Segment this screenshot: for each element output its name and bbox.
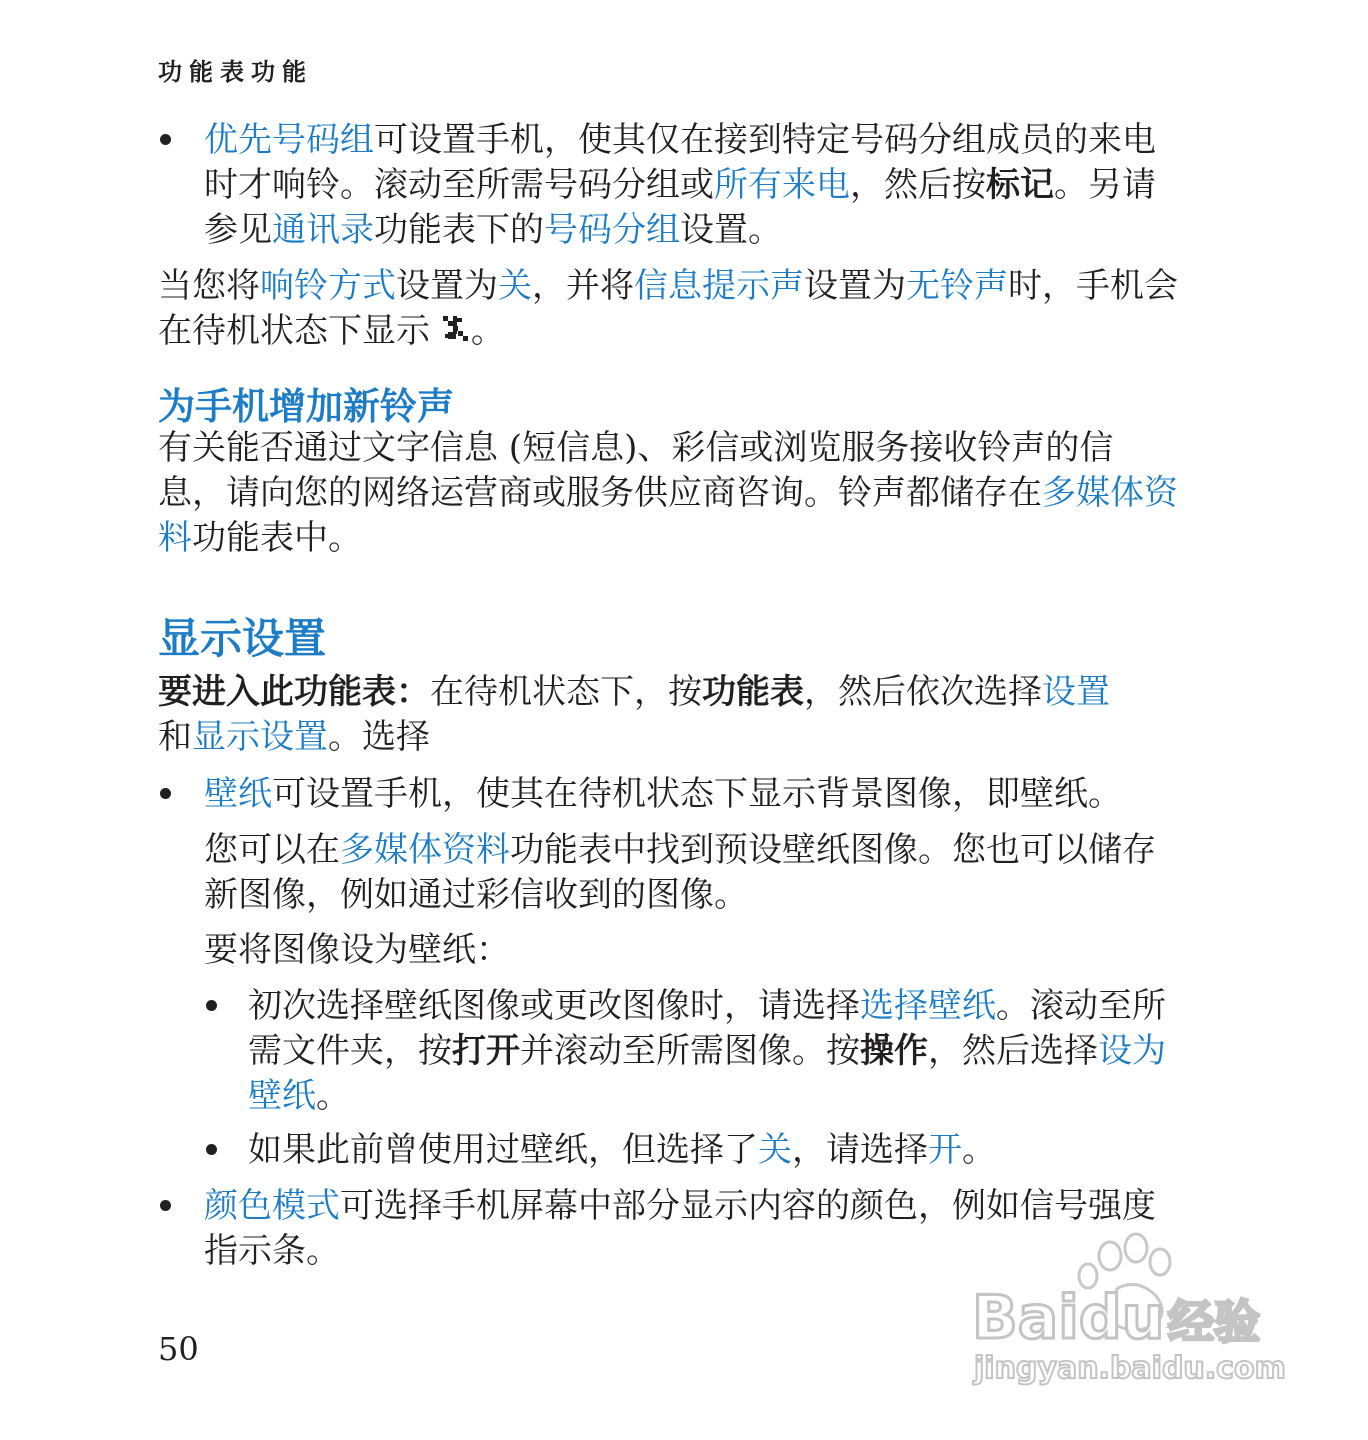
text: ，然后按 bbox=[850, 165, 986, 205]
link-color-mode: 颜色模式 bbox=[204, 1186, 340, 1226]
bullet-dot bbox=[160, 788, 171, 799]
text: 。选择 bbox=[328, 717, 430, 757]
section-heading-display-settings: 显示设置 bbox=[158, 614, 327, 663]
link-display-settings: 显示设置 bbox=[192, 717, 328, 757]
text: 可设置手机，使其在待机状态下显示背景图像，即壁纸。 bbox=[272, 774, 1122, 814]
wallpaper-detail bbox=[204, 828, 1184, 918]
text: 。 bbox=[470, 311, 505, 351]
text: 功能表下的 bbox=[374, 210, 544, 250]
link-message-tone: 信息提示声 bbox=[634, 266, 804, 306]
bold-open: 打开 bbox=[452, 1031, 520, 1071]
text: 时，手机会在待机状态下显示 bbox=[158, 266, 1178, 351]
text: 。滚动至所需文件夹，按 bbox=[248, 986, 1166, 1071]
link-gallery: 多媒体资料 bbox=[158, 473, 1178, 558]
watermark-brand-cn: 经验 bbox=[1168, 1295, 1260, 1349]
text: 当您将 bbox=[158, 266, 260, 306]
text: 功能表中。 bbox=[192, 518, 362, 558]
bullet-wallpaper bbox=[204, 772, 1184, 817]
link-settings: 设置 bbox=[1042, 672, 1110, 712]
text: 。另请参见 bbox=[204, 165, 1156, 250]
ringtone-paragraph bbox=[158, 426, 1178, 561]
link-contacts: 通讯录 bbox=[272, 210, 374, 250]
display-intro bbox=[158, 670, 1178, 760]
text: ，然后依次选择 bbox=[804, 672, 1042, 712]
link-wallpaper: 壁纸 bbox=[204, 774, 272, 814]
text: ，然后选择 bbox=[928, 1031, 1098, 1071]
bold-mark: 标记 bbox=[986, 165, 1054, 205]
text: 设置为 bbox=[804, 266, 906, 306]
silent-mode-icon bbox=[441, 314, 471, 346]
text: 。 bbox=[316, 1076, 350, 1116]
bold-access: 要进入此功能表： bbox=[158, 672, 430, 712]
link-all-calls: 所有来电 bbox=[714, 165, 850, 205]
link-number-group: 号码分组 bbox=[544, 210, 680, 250]
text: 可设置手机，使其仅在接到特定号码分组成员的来电时才响铃。滚动至所需号码分组或 bbox=[204, 120, 1156, 205]
link-select-wallpaper: 选择壁纸 bbox=[860, 986, 996, 1026]
link-priority-group: 优先号码组 bbox=[204, 120, 374, 160]
bullet-dot bbox=[160, 1200, 171, 1211]
link-on: 开 bbox=[928, 1130, 962, 1170]
text: ，请选择 bbox=[792, 1130, 928, 1170]
link-ring-mode: 响铃方式 bbox=[260, 266, 396, 306]
text: ，并将 bbox=[532, 266, 634, 306]
text: 如果此前曾使用过壁纸，但选择了 bbox=[248, 1130, 758, 1170]
sub-bullet-select-wallpaper bbox=[248, 984, 1168, 1119]
text: 。 bbox=[962, 1130, 996, 1170]
text: 设置为 bbox=[396, 266, 498, 306]
link-no-tone: 无铃声 bbox=[906, 266, 1008, 306]
section-heading-new-ringtone: 为手机增加新铃声 bbox=[158, 385, 454, 428]
text: 可选择手机屏幕中部分显示内容的颜色，例如信号强度指示条。 bbox=[204, 1186, 1156, 1271]
bullet-dot bbox=[160, 134, 171, 145]
sub-bullet-dot bbox=[206, 1000, 217, 1011]
text: 有关能否通过文字信息 (短信息)、彩信或浏览服务接收铃声的信息，请向您的网络运营商或服务供应商咨询。铃声都储存在 bbox=[158, 428, 1114, 513]
text: 在待机状态下，按 bbox=[430, 672, 702, 712]
link-off-2: 关 bbox=[758, 1130, 792, 1170]
text: 和 bbox=[158, 717, 192, 757]
bold-options: 操作 bbox=[860, 1031, 928, 1071]
link-gallery-2: 多媒体资料 bbox=[340, 830, 510, 870]
link-off: 关 bbox=[498, 266, 532, 306]
watermark-url: jingyan.baidu.com bbox=[974, 1351, 1286, 1386]
watermark-brand: Baidu bbox=[972, 1283, 1165, 1353]
text: 初次选择壁纸图像或更改图像时，请选择 bbox=[248, 986, 860, 1026]
link-set-as-wallpaper: 设为壁纸 bbox=[248, 1031, 1166, 1116]
sub-bullet-dot bbox=[206, 1144, 217, 1155]
bullet-priority-group bbox=[204, 118, 1184, 253]
wallpaper-howto: 要将图像设为壁纸： bbox=[204, 930, 510, 970]
page-number: 50 bbox=[158, 1330, 199, 1368]
text: 设置。 bbox=[680, 210, 782, 250]
running-header: 功能表功能 bbox=[158, 58, 313, 86]
text: 您可以在 bbox=[204, 830, 340, 870]
silent-mode-paragraph bbox=[158, 264, 1178, 354]
bold-menu: 功能表 bbox=[702, 672, 804, 712]
baidu-jingyan-watermark bbox=[968, 1228, 1288, 1393]
sub-bullet-turn-on bbox=[248, 1128, 1168, 1173]
text: 并滚动至所需图像。按 bbox=[520, 1031, 860, 1071]
text: 功能表中找到预设壁纸图像。您也可以储存新图像，例如通过彩信收到的图像。 bbox=[204, 830, 1156, 915]
